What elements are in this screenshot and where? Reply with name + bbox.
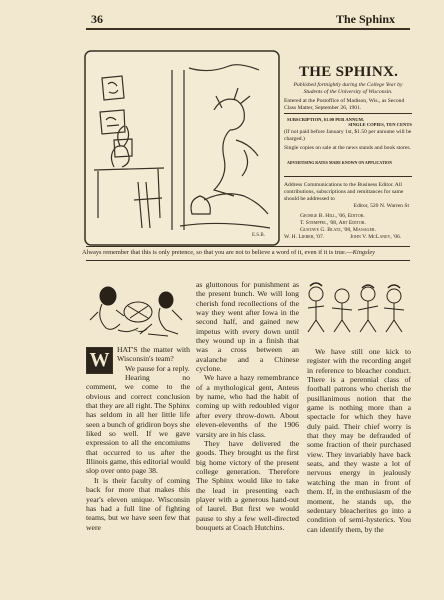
subscription-price: SUBSCRIPTION, $1.00 PER ANNUM. xyxy=(287,117,365,122)
header-rule xyxy=(86,28,410,30)
staff-member: John V. McLaney, '06. xyxy=(350,234,402,240)
postoffice-entry: Entered at the Postoffice of Madison, Wis., as Second Class Matter, September 26, 1901. xyxy=(284,98,405,111)
quote-rule-bottom xyxy=(86,260,410,261)
article-column-3 xyxy=(307,347,411,534)
article-paragraph: We have a hazy remembrance of a mythological gent, Anteus by name, who had the habit of coming up with redoubled vigor after every throw-down. About eleven-elevenths of the 1906 varsity are in his class. xyxy=(196,373,299,439)
article-paragraph: Hearing no comment, we come to the obvious and correct conclusion that they are all right. The Sphinx has seldom in all her little life seen a bunch of gridiron boys she liked so well. If we gave expression to all the encomiums that occurred to us after the Illinois game, this editorial would slop over onto page 38. xyxy=(86,373,190,476)
page-number: 36 xyxy=(91,12,103,26)
masthead-illustration xyxy=(84,50,280,246)
address-note: Address Communications to the Business Editor. All contributions, subscriptions and remittances for same should be addressed to xyxy=(284,182,404,202)
article-column-1 xyxy=(86,345,190,532)
article-paragraph: It is their faculty of coming back for more that makes this year's eleven unique. Wisconsin has had a full line of fighting teams, but we have seen few that were xyxy=(86,475,190,532)
staff-member: W. H. Lieber, '07. xyxy=(284,234,325,240)
masthead-divider xyxy=(284,176,412,177)
article-column-2 xyxy=(196,280,299,532)
address-to: Editor, 520 N. Warren St xyxy=(353,203,409,209)
article-paragraph: They have delivered the goods. They brought us the first big home victory of the present college generation. Therefore The Sphinx would like to take the lead in presenting each player with a generous hand-out of laurel. But first we would pause to shy a few well-directed bouquets at Coach Hutchins. xyxy=(196,438,299,532)
article-opening: HAT'S the matter with Wisconsin's team? xyxy=(117,345,190,364)
football-cartoon-left xyxy=(88,282,188,340)
quote-author: Kingsley xyxy=(352,249,376,256)
advertising-note: ADVERTISING RATES MADE KNOWN ON APPLICATION xyxy=(287,161,392,165)
masthead-tagline: Published fortnightly during the College Year by Students of the University of Wisconsin. xyxy=(293,82,403,95)
drop-cap: W xyxy=(86,347,113,374)
running-title: The Sphinx xyxy=(336,12,396,26)
article-paragraph: as gluttonous for punishment as the present bunch. We will long cherish fond recollections of the way they went after Iowa in the second half, and gained new impetus with every down until they wound up in a finish that was a cross between an avalanche and a Chinese cyclone. xyxy=(196,280,299,374)
staff-manager: Gustave G. Blatz, '08, Manager. xyxy=(300,227,376,233)
masthead-divider xyxy=(284,113,412,114)
article-paragraph: We have still one kick to register with the recording angel in reference to bleacher conduct. There is a perennial class of football patrons who cherish the pusillanimous notion that the game is nothing more than a spectacle for which they have duly paid. Their chief worry is that they may be defrauded of some fraction of their purchased view. They invariably have back seats, and they waste a lot of nervous energy in jealously watching the man in front of them. If, in the enthusiasm of the moment, he stands up, the sedentary bleacherites go into a condition of semi-hysterics. You can identify them, by the xyxy=(307,347,411,534)
article-paragraph: We pause for a reply. xyxy=(125,363,190,373)
late-payment-note: (If not paid before January 1st, $1.50 per annume will be charged.) xyxy=(284,129,412,142)
staff-art-editor: T. Stempfel, '08, Art Editor. xyxy=(300,220,366,226)
football-cartoon-right xyxy=(302,280,412,336)
masthead-quote xyxy=(82,249,410,256)
staff-editor: George B. Hill, '06, Editor. xyxy=(300,213,365,219)
masthead-title: THE SPHINX. xyxy=(299,64,399,80)
artist-signature: E.S.B. xyxy=(252,233,265,238)
news-stand-note: Single copies on sale at the news stands and book stores. xyxy=(284,145,411,151)
single-copy-price: SINGLE COPIES, TEN CENTS xyxy=(348,122,412,127)
quote-text: Always remember that this is only pretence, so that you are not to believe a word of it, even if it is true.— xyxy=(82,249,353,256)
quote-rule-top xyxy=(86,246,410,247)
